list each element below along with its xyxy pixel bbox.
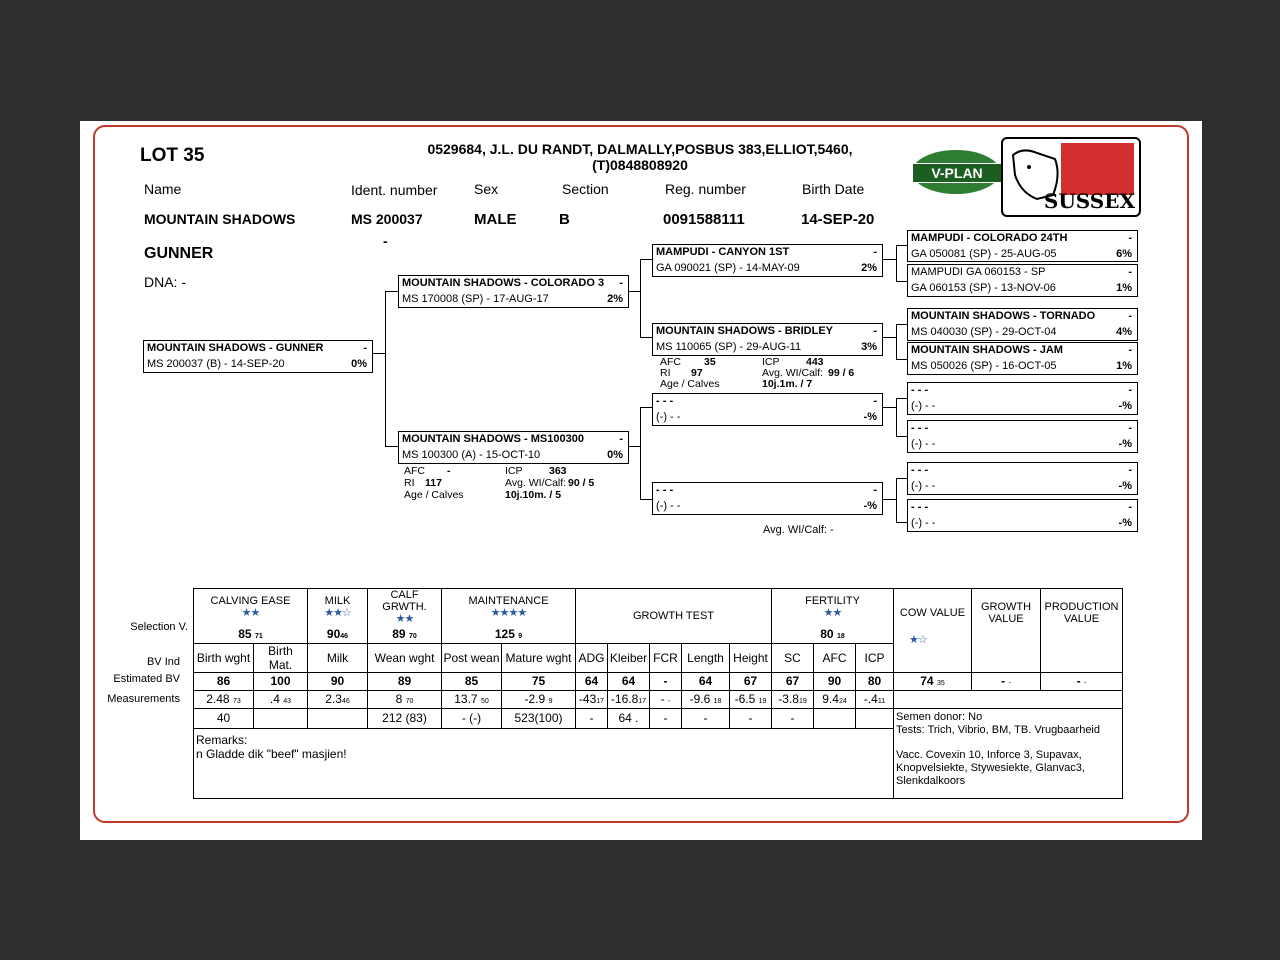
selection-calf-growth [368,625,442,643]
trait-header: Height [730,643,772,672]
animal-birth: 14-SEP-20 [801,211,875,228]
star-rating-icon: ★★ [823,607,842,619]
group-maintenance [442,589,576,626]
est-bv-cell [650,690,682,708]
trait-header: Length [682,643,730,672]
box-detail: MS 200037 (B) - 14-SEP-20 [147,358,285,370]
connector [640,337,652,338]
owner-address: 0529684, J.L. DU RANDT, DALMALLY,POSBUS 383,ELLIOT,5460, (T)0848808920 [427,141,853,173]
stat-label: RI [404,477,415,489]
stat-value: 97 [691,367,703,379]
connector [882,337,896,338]
row-label-selection: Selection V. [130,621,188,633]
est-bv-cell [608,690,650,708]
box-detail: MS 170008 (SP) - 17-AUG-17 [402,293,549,305]
measurement-cell [814,708,856,728]
header-ident: Ident. number [351,182,438,198]
box-pct: -% [1118,480,1132,492]
connector [896,436,907,437]
bv-ind-cell: 64 [682,672,730,690]
connector [896,245,897,281]
est-bv-cell [730,690,772,708]
header-birth: Birth Date [802,181,865,197]
sussex-logo [1001,137,1141,217]
bv-ind-cell: 64 [608,672,650,690]
pedigree-box-g3-8 [907,499,1138,532]
connector [896,398,897,436]
stat-value: 10j.10m. / 5 [505,489,562,501]
vaccinations: Vacc. Covexin 10, Inforce 3, Supavax, Knopvelsiekte, Stywesiekte, Glanvac3, Slenkdalkoors [896,748,1085,787]
measurement-cell: - [650,708,682,728]
est-value: -2.9 [524,692,546,706]
box-pct: 1% [1116,282,1132,294]
pedigree-box-g3-7 [907,462,1138,495]
box-flag: - [619,433,623,445]
vplan-logo-text: V-PLAN [912,163,1002,183]
est-accuracy: 9 [548,698,553,705]
est-bv-cell [368,690,442,708]
connector [896,478,897,522]
box-name: MAMPUDI - CANYON 1ST [656,246,790,258]
pedigree-box-g3-3 [907,308,1138,341]
measurement-cell [856,708,894,728]
box-detail: GA 050081 (SP) - 25-AUG-05 [911,248,1057,260]
trait-header: Mature wght [502,643,576,672]
stat-label: AFC [404,465,425,477]
box-name: - - - [911,384,929,396]
measurement-cell [308,708,368,728]
animal-reg: 0091588111 [663,211,745,228]
stat-label: ICP [762,356,780,368]
est-accuracy: 70 [405,698,414,705]
connector [640,407,652,408]
stat-label: RI [660,367,671,379]
stat-label: ICP [505,465,523,477]
lot-number: LOT 35 [140,145,205,166]
box-name: - - - [656,395,674,407]
trait-header: Birth wght [194,643,254,672]
pedigree-sheet [80,121,1202,840]
est-bv-cell [254,690,308,708]
box-flag: - [1128,344,1132,356]
est-value: -16.8 [610,692,639,706]
box-detail: MS 050026 (SP) - 16-OCT-05 [911,360,1057,372]
pedigree-box-subject [143,340,373,373]
box-pct: 1% [1116,360,1132,372]
connector [896,281,907,282]
header-reg: Reg. number [665,181,746,197]
measurement-cell: - [730,708,772,728]
box-flag: - [1128,422,1132,434]
pedigree-box-g3-6 [907,420,1138,453]
stat-value: 117 [425,477,442,489]
row-label-bv-ind: BV Ind [146,656,180,668]
header-sex: Sex [474,181,499,197]
box-pct: -% [1118,517,1132,529]
measurement-cell [254,708,308,728]
est-bv-cell [308,690,368,708]
box-pct: -% [863,500,877,512]
group-label: MAINTENANCE [468,595,549,607]
star-rating-icon: ★★☆ [324,607,351,619]
group-milk [308,589,368,626]
est-accuracy: 19 [758,698,767,705]
bv-ind-cell: 67 [730,672,772,690]
star-rating-icon: ★☆ [909,634,927,646]
box-flag: - [873,484,877,496]
est-bv-cell [814,690,856,708]
trait-header: FCR [650,643,682,672]
box-flag: - [873,246,877,258]
animal-name-2: GUNNER [144,245,214,262]
box-detail: (-) - - [911,517,936,529]
connector [896,478,907,479]
animal-name-1: MOUNTAIN SHADOWS [144,211,296,227]
connector [896,324,907,325]
bv-ind-cell: 80 [856,672,894,690]
box-detail: MS 110065 (SP) - 29-AUG-11 [656,341,802,353]
est-bv-cell [856,690,894,708]
box-detail: MS 040030 (SP) - 29-OCT-04 [911,326,1057,338]
est-accuracy: 73 [232,698,241,705]
row-label-estimated-bv: Estimated BV [113,673,180,685]
box-detail: (-) - - [911,480,936,492]
group-fertility [772,589,894,626]
pedigree-box-g3-1 [907,230,1138,262]
box-detail: (-) - - [656,500,681,512]
stat-value: 363 [549,465,567,477]
pedigree-box-sire-dam [652,323,883,356]
group-calf-growth [368,589,442,626]
est-bv-cell [576,690,608,708]
est-accuracy: 17 [638,698,647,705]
box-flag: - [1128,501,1132,513]
connector [896,398,907,399]
connector [640,407,641,499]
box-name: MOUNTAIN SHADOWS - MS100300 [402,433,584,445]
sel-value: 125 [494,626,515,641]
est-value: -.4 [863,692,878,706]
est-value: 2.3 [325,692,342,706]
connector [385,446,398,447]
box-pct: -% [1118,400,1132,412]
stat-label: Avg. WI/Calf: [505,477,567,489]
box-name: MOUNTAIN SHADOWS - COLORADO 3 [402,277,605,289]
est-value: 8 [395,692,403,706]
bv-ind-cell: 75 [502,672,576,690]
selection-fertility [772,625,894,643]
sel-value: 90 [326,626,341,641]
est-accuracy: 18 [713,698,722,705]
bv-value: 74 [920,674,934,688]
connector [385,291,398,292]
selection-milk [308,625,368,643]
stat-value: - [447,465,451,477]
bv-ind-cell: 100 [254,672,308,690]
bv-ind-cell: 67 [772,672,814,690]
box-name: - - - [911,501,929,513]
star-rating-icon: ★★ [241,607,260,619]
stat-label: Avg. WI/Calf: [762,367,824,379]
box-name: MOUNTAIN SHADOWS - JAM [911,344,1063,356]
bv-accuracy: 35 [936,680,945,687]
stat-label: Age / Calves [660,378,720,390]
box-pct: 3% [861,341,877,353]
box-detail: (-) - - [656,411,681,423]
est-value: 2.48 [206,692,230,706]
measurement-cell: - [682,708,730,728]
bv-value: - [1001,674,1006,688]
box-pct: -% [1118,438,1132,450]
est-bv-cell [442,690,502,708]
est-accuracy: 46 [341,698,350,705]
group-growth-value: GROWTH VALUE [972,589,1041,673]
sel-value: 80 [820,626,834,641]
est-value: .4 [269,692,280,706]
measurement-cell: 40 [194,708,254,728]
connector [896,324,897,359]
semen-donor: Semen donor: No [896,710,983,723]
est-accuracy: 11 [877,698,886,705]
connector [896,359,907,360]
est-value: -9.6 [689,692,711,706]
connector [372,353,385,354]
row-label-measurements: Measurements [107,693,180,705]
box-pct: 6% [1116,248,1132,260]
box-pct: -% [863,411,877,423]
table-row-measurements [194,708,1123,728]
dam-dam-avg-wi-calf: Avg. WI/Calf: - [763,524,834,536]
pedigree-box-dam-dam [652,482,883,515]
box-pct: 0% [351,358,367,370]
header-section: Section [562,181,609,197]
animal-ident: MS 200037 [351,211,423,227]
group-label: COW VALUE [899,607,966,619]
group-cow-value [894,589,972,673]
connector [882,259,896,260]
est-accuracy: 24 [838,698,847,705]
est-value: 9.4 [822,692,839,706]
pedigree-box-sire [398,275,629,308]
measurement-cell: - [772,708,814,728]
box-name: - - - [911,464,929,476]
trait-header: SC [772,643,814,672]
box-name: MOUNTAIN SHADOWS - GUNNER [147,342,324,354]
est-accuracy: 17 [596,698,605,705]
animal-dna: DNA: - [144,274,186,290]
table-row-bv-ind [194,672,1123,690]
star-rating-icon: ★★ [395,613,414,625]
connector [640,259,652,260]
box-name: - - - [911,422,929,434]
est-accuracy: 50 [480,698,489,705]
bv-ind-cell: 90 [308,672,368,690]
stat-value: 90 / 5 [568,477,595,489]
connector [882,499,896,500]
connector [628,446,640,447]
box-flag: - [1128,266,1132,278]
notes-panel [894,708,1123,798]
connector [896,245,907,246]
measurement-cell: 212 (83) [368,708,442,728]
box-name: MOUNTAIN SHADOWS - TORNADO [911,310,1096,322]
group-label: FERTILITY [805,595,860,607]
pedigree-box-dam-sire [652,393,883,426]
trait-header: Kleiber [608,643,650,672]
box-pct: 2% [861,262,877,274]
connector [628,291,640,292]
tests: Tests: Trich, Vibrio, BM, TB. Vrugbaarheid [896,723,1100,736]
est-value: -6.5 [734,692,756,706]
animal-section: B [559,211,570,228]
measurement-cell: - (-) [442,708,502,728]
est-value: - [660,692,665,706]
bv-ind-cell: 86 [194,672,254,690]
connector [640,259,641,337]
sel-value: 85 [238,626,252,641]
est-value: -43 [578,692,597,706]
connector [896,522,907,523]
sel-accuracy: 71 [254,632,263,640]
trait-header: Wean wght [368,643,442,672]
est-accuracy: 43 [283,698,292,705]
group-label: MILK [324,595,351,607]
star-rating-icon: ★★★★ [490,607,527,619]
group-growth-test: GROWTH TEST [576,589,772,644]
box-name: MAMPUDI - COLORADO 24TH [911,232,1068,244]
table-row-estimated-bv [194,690,1123,708]
group-label: CALF GRWTH. [382,589,427,613]
box-pct: 2% [607,293,623,305]
box-pct: 4% [1116,326,1132,338]
box-flag: - [619,277,623,289]
box-flag: - [873,395,877,407]
pedigree-box-g3-5 [907,382,1138,415]
box-flag: - [1128,384,1132,396]
box-detail: (-) - - [911,400,936,412]
bv-value: - [1076,674,1081,688]
box-detail: GA 060153 (SP) - 13-NOV-06 [911,282,1056,294]
table-row [194,589,1123,626]
bv-ind-cell: 64 [576,672,608,690]
box-detail: (-) - - [911,438,936,450]
group-production-value: PRODUCTION VALUE [1041,589,1123,673]
trait-header: Post wean [442,643,502,672]
pedigree-box-g3-2 [907,264,1138,297]
remarks-cell [194,728,894,798]
est-accuracy: 19 [798,698,807,705]
connector [385,291,386,446]
measurement-cell: 64 . [608,708,650,728]
animal-sex: MALE [474,211,517,228]
box-flag: - [1128,232,1132,244]
box-detail: MS 100300 (A) - 15-OCT-10 [402,449,541,461]
est-value: 13.7 [454,692,478,706]
est-bv-empty [894,690,1123,708]
bv-ind-cell: 85 [442,672,502,690]
trait-header: ADG [576,643,608,672]
selection-calving [194,625,308,643]
est-value: -3.8 [778,692,799,706]
bv-ind-cow-value [894,672,972,690]
sel-accuracy: 18 [836,632,845,640]
bv-ind-cell: - [650,672,682,690]
remarks-text: n Gladde dik "beef" masjien! [196,746,347,761]
trait-header: AFC [814,643,856,672]
bv-ind-growth-value [972,672,1041,690]
est-bv-cell [772,690,814,708]
measurement-cell: 523(100) [502,708,576,728]
box-flag: - [1128,464,1132,476]
stat-label: AFC [660,356,681,368]
trait-header: ICP [856,643,894,672]
remarks-label: Remarks: [196,732,248,747]
box-flag: - [1128,310,1132,322]
sel-accuracy: 46 [340,632,349,640]
connector [882,407,896,408]
pedigree-box-dam [398,431,629,464]
sel-accuracy: 9 [518,632,523,640]
stat-value: 99 / 6 [828,367,855,379]
box-name: MAMPUDI GA 060153 - SP [911,266,1046,278]
stat-value: 35 [704,356,716,368]
connector [640,499,652,500]
stat-value: 10j.1m. / 7 [762,378,813,390]
bv-accuracy: - [1084,680,1087,687]
selection-maintenance [442,625,576,643]
breeding-value-table [193,588,1123,799]
sussex-logo-text: SUSSEX [1043,189,1135,213]
animal-ident-sub: - [383,233,388,249]
box-flag: - [873,325,877,337]
bv-ind-cell: 89 [368,672,442,690]
est-bv-cell [194,690,254,708]
box-flag: - [363,342,367,354]
box-detail: GA 090021 (SP) - 14-MAY-09 [656,262,800,274]
est-bv-cell [502,690,576,708]
vplan-logo [912,150,1000,194]
bv-ind-cell: 90 [814,672,856,690]
est-bv-cell [682,690,730,708]
sussex-logo-flag [1061,143,1134,195]
measurement-cell: - [576,708,608,728]
sel-value: 89 [392,626,406,641]
bv-accuracy: - [1008,680,1011,687]
est-accuracy: - [668,698,671,705]
bv-ind-production-value [1041,672,1123,690]
box-pct: 0% [607,449,623,461]
header-name: Name [144,181,182,197]
stat-value: 443 [806,356,824,368]
box-name: MOUNTAIN SHADOWS - BRIDLEY [656,325,834,337]
pedigree-box-sire-sire [652,244,883,277]
trait-header: Milk [308,643,368,672]
sel-accuracy: 70 [408,632,417,640]
group-label: CALVING EASE [210,595,291,607]
box-name: - - - [656,484,674,496]
pedigree-box-g3-4 [907,342,1138,375]
stat-label: Age / Calves [404,489,464,501]
trait-header: Birth Mat. [254,643,308,672]
group-calving-ease [194,589,308,626]
